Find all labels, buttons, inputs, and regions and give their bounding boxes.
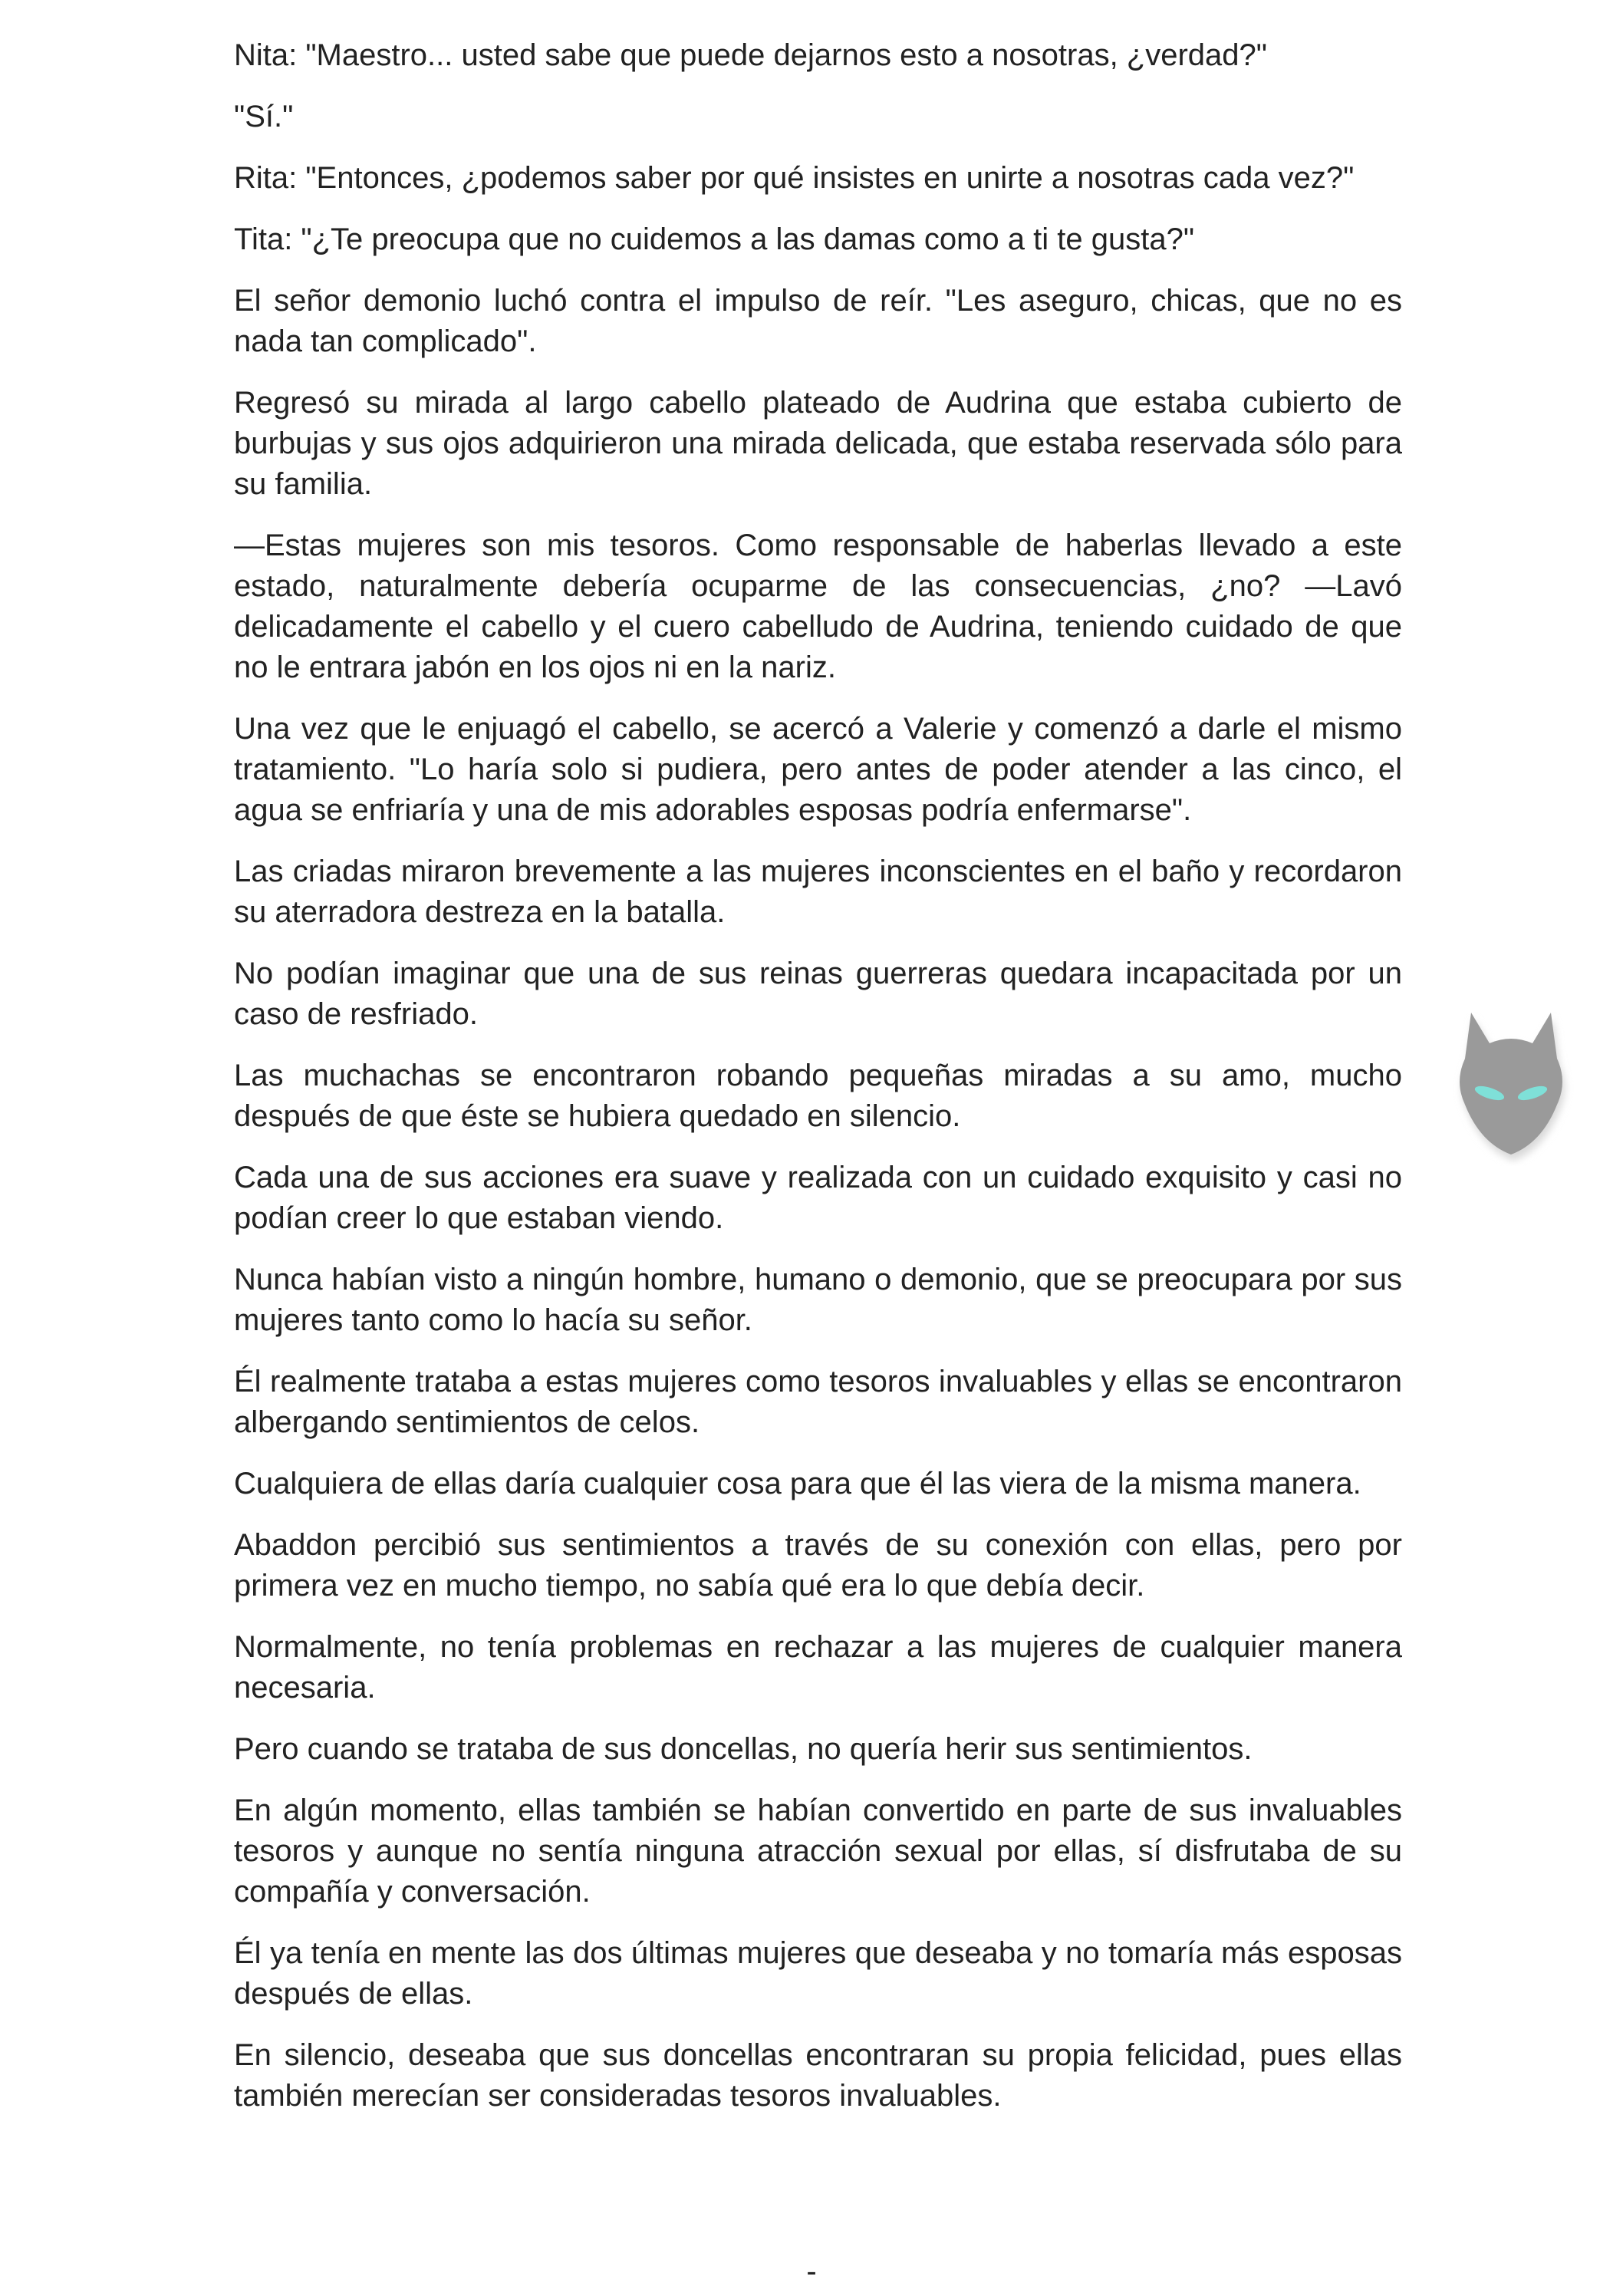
paragraph: No podían imaginar que una de sus reinas guerreras quedara incapacitada por un caso de resfriado. [234,957,1402,1031]
paragraph: Normalmente, no tenía problemas en rechazar a las mujeres de cualquier manera necesaria. [234,1630,1402,1705]
paragraph: Pero cuando se trataba de sus doncellas, no quería herir sus sentimientos. [234,1732,1253,1766]
paragraph: —Estas mujeres son mis tesoros. Como responsable de haberlas llevado a este estado, naturalmente debería ocuparme de las consecuencias, ¿no? —Lavó delicadamente el cabello y el cuero cabelludo de Audrina, teniendo cuidado de que no le entrara jabón en los ojos ni en la nariz. [234,529,1402,684]
paragraph: Cualquiera de ellas daría cualquier cosa para que él las viera de la misma manera. [234,1467,1361,1500]
paragraph: Él realmente trataba a estas mujeres como tesoros invaluables y ellas se encontraron albergando sentimientos de celos. [234,1365,1402,1439]
paragraph: Abaddon percibió sus sentimientos a través de su conexión con ellas, pero por primera vez en mucho tiempo, no sabía qué era lo que debía decir. [234,1528,1402,1603]
paragraph: En silencio, deseaba que sus doncellas encontraran su propia felicidad, pues ellas también merecían ser consideradas tesoros invaluables. [234,2038,1402,2113]
paragraph: "Sí." [234,100,294,133]
demon-head-icon [1442,997,1580,1166]
paragraph: Las muchachas se encontraron robando pequeñas miradas a su amo, mucho después de que éste se hubiera quedado en silencio. [234,1059,1402,1133]
page-marker: - [806,2255,817,2288]
paragraph: Nita: "Maestro... usted sabe que puede dejarnos esto a nosotras, ¿verdad?" [234,38,1267,72]
document-body [234,35,1402,2137]
paragraph: Rita: "Entonces, ¿podemos saber por qué insistes en unirte a nosotras cada vez?" [234,161,1355,195]
paragraph: Una vez que le enjuagó el cabello, se acercó a Valerie y comenzó a darle el mismo tratamiento. "Lo haría solo si pudiera, pero antes de poder atender a las cinco, el agua se enfriaría y una de mis adorables esposas podría enfermarse". [234,712,1402,827]
paragraph: Él ya tenía en mente las dos últimas mujeres que deseaba y no tomaría más esposas después de ellas. [234,1936,1402,2011]
paragraph: Cada una de sus acciones era suave y realizada con un cuidado exquisito y casi no podían creer lo que estaban viendo. [234,1161,1402,1235]
paragraph: Las criadas miraron brevemente a las mujeres inconscientes en el baño y recordaron su aterradora destreza en la batalla. [234,855,1402,929]
paragraph: En algún momento, ellas también se habían convertido en parte de sus invaluables tesoros y aunque no sentía ninguna atracción sexual por ellas, sí disfrutaba de su compañía y conversación. [234,1794,1402,1909]
paragraph: Tita: "¿Te preocupa que no cuidemos a las damas como a ti te gusta?" [234,222,1195,256]
paragraph: El señor demonio luchó contra el impulso de reír. "Les aseguro, chicas, que no es nada tan complicado". [234,284,1402,358]
paragraph: Nunca habían visto a ningún hombre, humano o demonio, que se preocupara por sus mujeres tanto como lo hacía su señor. [234,1263,1402,1337]
paragraph: Regresó su mirada al largo cabello plateado de Audrina que estaba cubierto de burbujas y sus ojos adquirieron una mirada delicada, que estaba reservada sólo para su familia. [234,386,1402,501]
